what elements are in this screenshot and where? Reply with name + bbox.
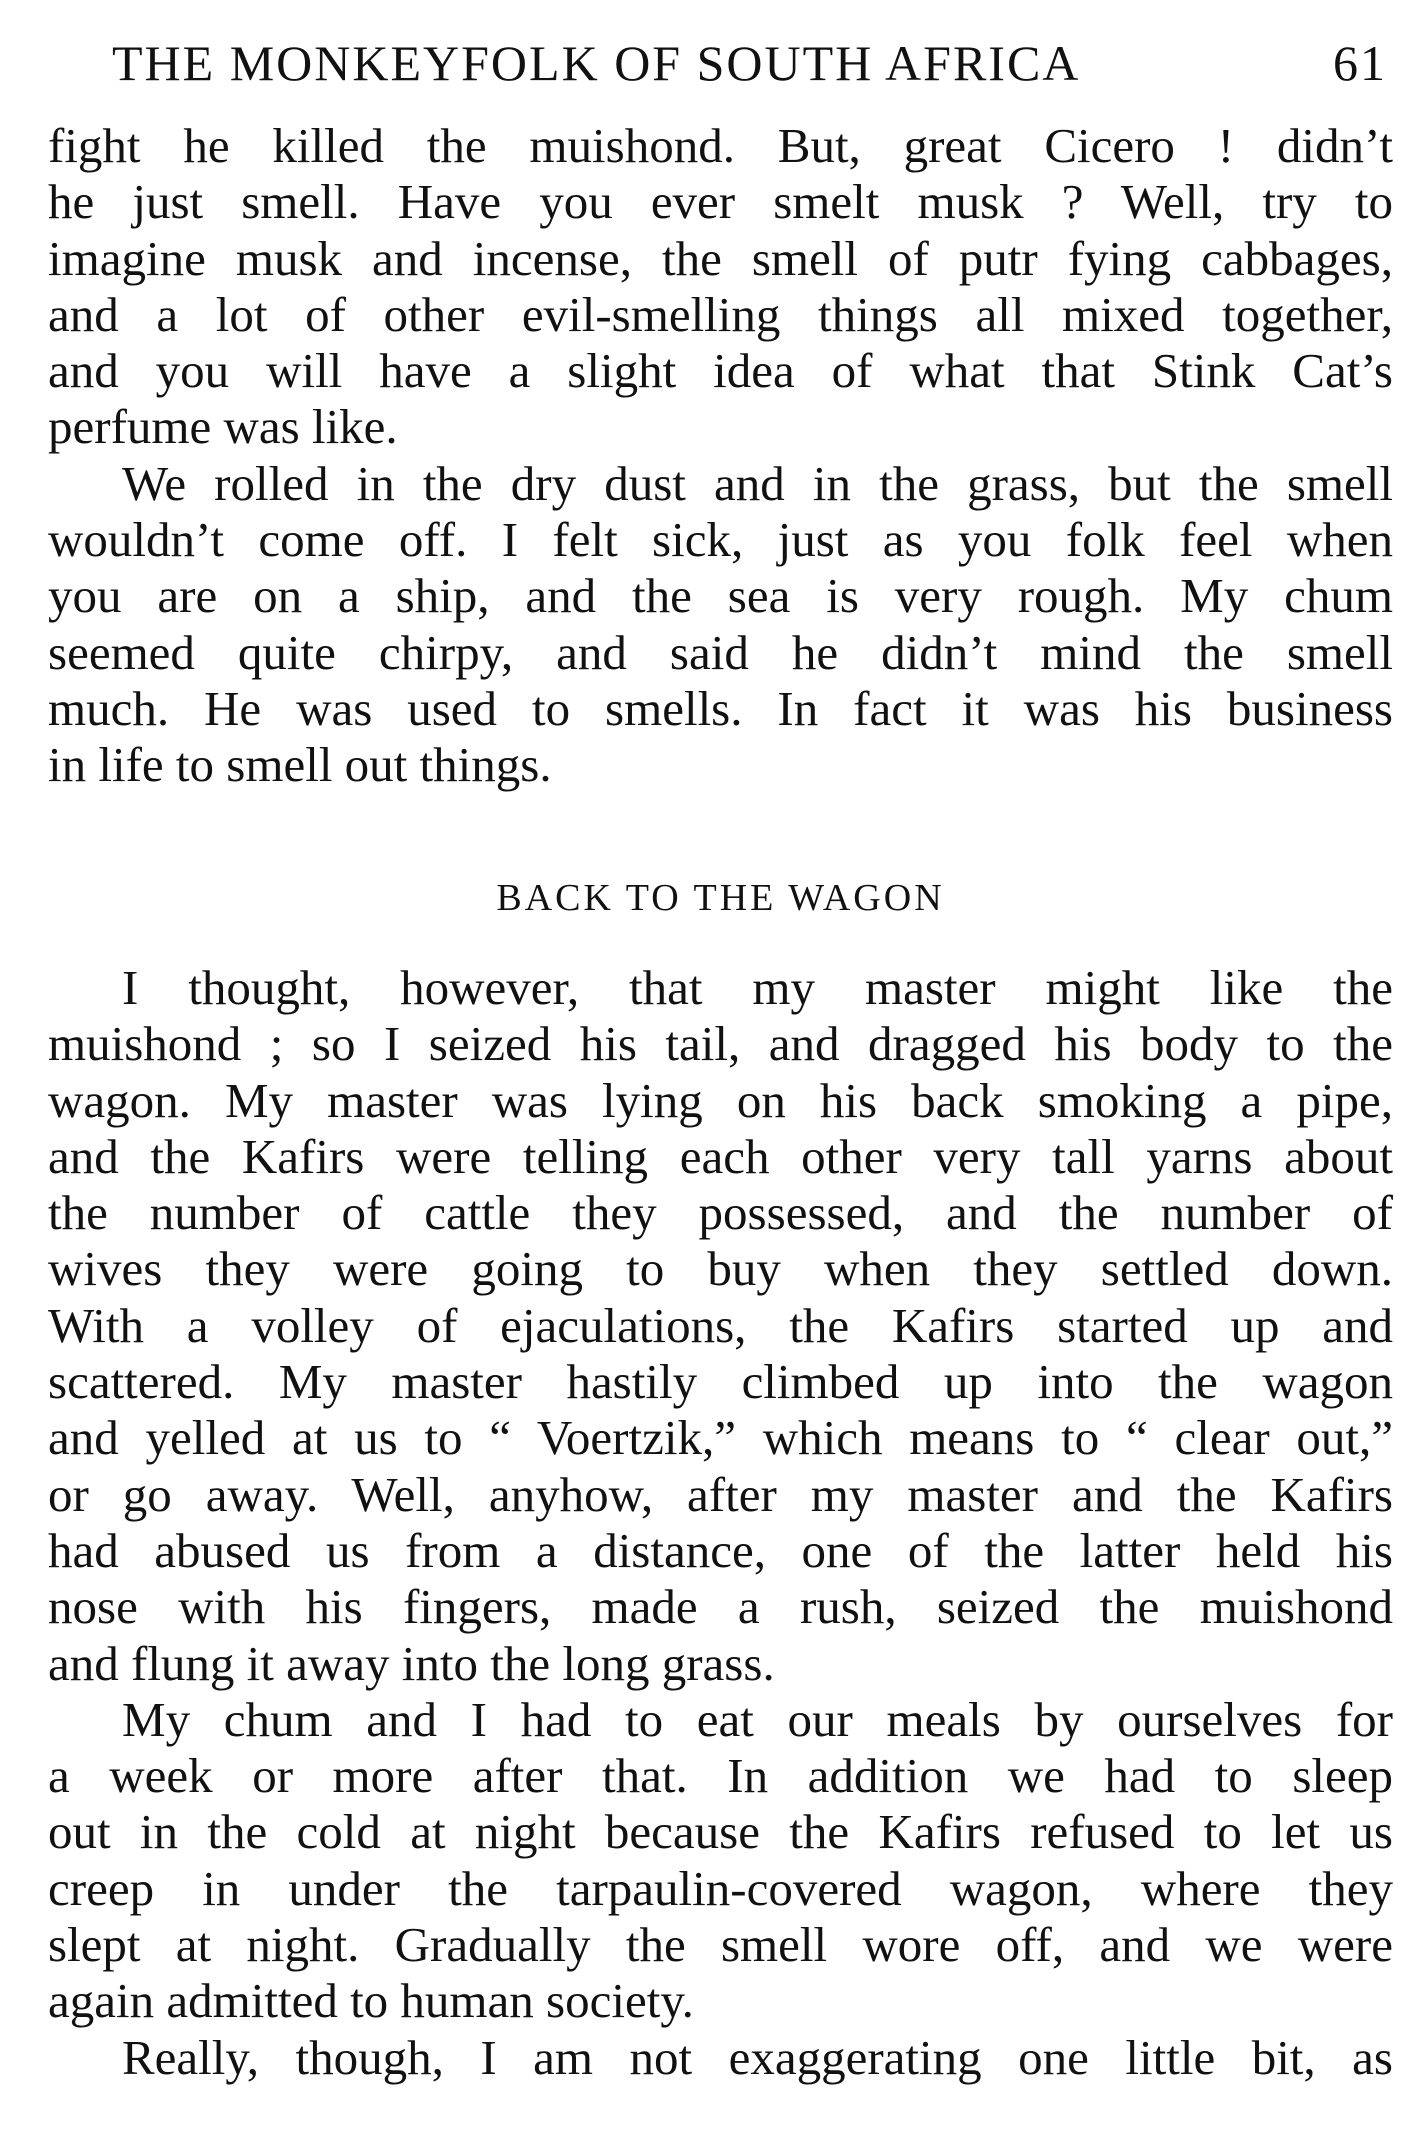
text-line: My chum and I had to eat our meals by ourselves for: [122, 1691, 1393, 1747]
text-line: in life to smell out things.: [48, 737, 552, 793]
text-block-1: [48, 118, 1393, 794]
text-line: I thought, however, that my master might like the: [122, 960, 1393, 1015]
section-heading: BACK TO THE WAGON: [496, 877, 945, 919]
text-line: seemed quite chirpy, and said he didn’t mind the smell: [48, 624, 1393, 680]
text-line: again admitted to human society.: [48, 1973, 694, 2029]
text-line: Really, though, I am not exaggerating one little bit, as: [122, 2029, 1393, 2085]
text-line: much. He was used to smells. In fact it was his business: [48, 680, 1393, 736]
text-line: and you will have a slight idea of what that Stink Cat’s: [48, 343, 1393, 399]
text-line: or go away. Well, anyhow, after my master and the Kafirs: [48, 1466, 1393, 1522]
text-line: and the Kafirs were telling each other very tall yarns about: [48, 1128, 1393, 1184]
text-line: wouldn’t come off. I felt sick, just as you folk feel when: [48, 512, 1393, 568]
text-line: had abused us from a distance, one of the latter held his: [48, 1522, 1393, 1578]
text-line: the number of cattle they possessed, and the number of: [48, 1185, 1393, 1241]
text-line: you are on a ship, and the sea is very rough. My chum: [48, 568, 1393, 624]
text-line: and a lot of other evil-smelling things all mixed together,: [48, 286, 1393, 342]
text-line: perfume was like.: [48, 399, 398, 455]
text-block-2: [48, 960, 1393, 2086]
text-line: scattered. My master hastily climbed up into the wagon: [48, 1354, 1393, 1410]
text-line: muishond ; so I seized his tail, and dragged his body to the: [48, 1016, 1393, 1072]
text-line: nose with his fingers, made a rush, seized the muishond: [48, 1579, 1393, 1635]
text-line: wives they were going to buy when they settled down.: [48, 1241, 1393, 1297]
text-line: a week or more after that. In addition we had to sleep: [48, 1748, 1393, 1804]
text-line: imagine musk and incense, the smell of putr fying cabbages,: [48, 230, 1393, 286]
text-line: he just smell. Have you ever smelt musk ? Well, try to: [48, 174, 1393, 230]
text-line: and flung it away into the long grass.: [48, 1635, 775, 1691]
text-line: fight he killed the muishond. But, great Cicero ! didn’t: [48, 118, 1393, 173]
text-line: creep in under the tarpaulin-covered wagon, where they: [48, 1860, 1393, 1916]
text-line: We rolled in the dry dust and in the grass, but the smell: [122, 455, 1393, 511]
running-head-title: THE MONKEYFOLK OF SOUTH AFRICA: [112, 35, 1081, 91]
text-line: wagon. My master was lying on his back smoking a pipe,: [48, 1072, 1393, 1128]
text-line: and yelled at us to “ Voertzik,” which means to “ clear out,”: [48, 1410, 1393, 1466]
running-head: [66, 34, 1387, 94]
text-line: With a volley of ejaculations, the Kafirs started up and: [48, 1297, 1393, 1353]
page-number: 61: [1333, 35, 1387, 91]
text-line: slept at night. Gradually the smell wore off, and we were: [48, 1917, 1393, 1973]
text-line: out in the cold at night because the Kafirs refused to let us: [48, 1804, 1393, 1860]
